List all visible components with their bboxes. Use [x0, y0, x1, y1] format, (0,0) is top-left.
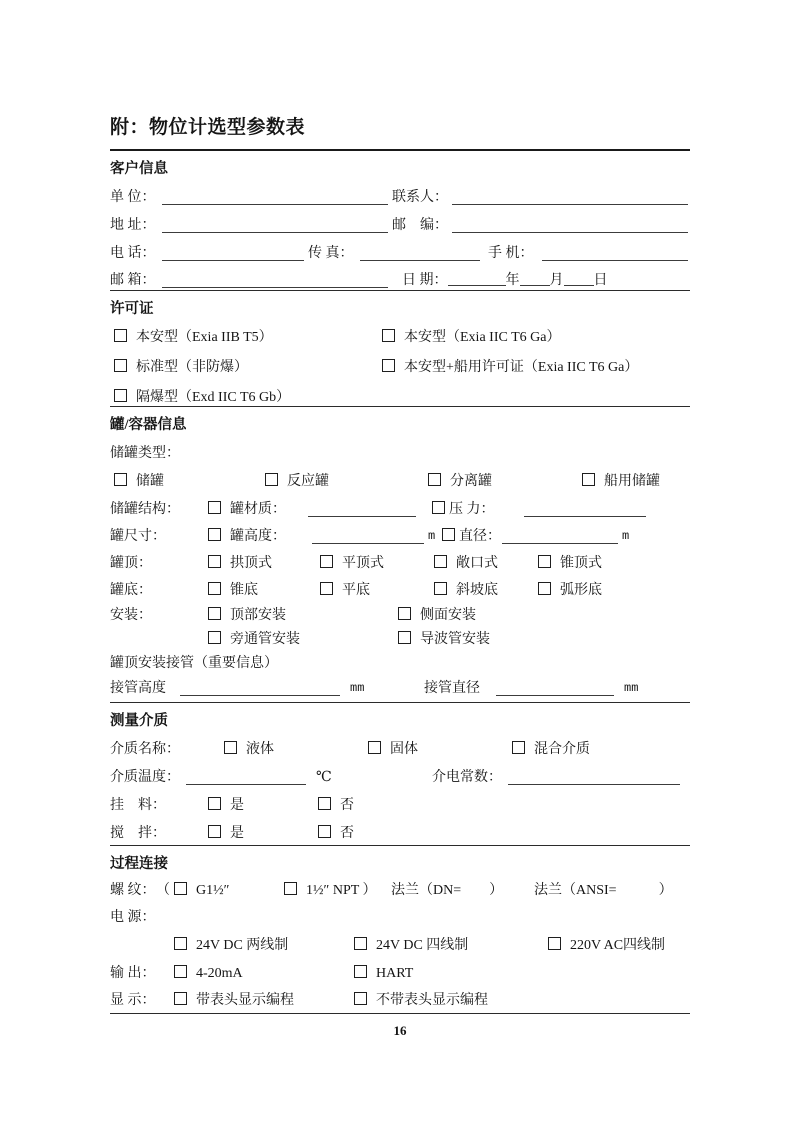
- date-label: 日 期：: [402, 273, 448, 288]
- medium-name2-label: 固体: [390, 742, 418, 757]
- power3-label: 220V AC四线制: [570, 938, 666, 953]
- medium-name1-label: 液体: [246, 742, 274, 757]
- medium-temp-blank[interactable]: [186, 766, 306, 785]
- checkbox-flat-roof[interactable]: [320, 555, 333, 568]
- tank-top-label: 罐顶：: [110, 556, 152, 571]
- checkbox-open-roof[interactable]: [434, 555, 447, 568]
- row-medium-temp: [110, 768, 692, 790]
- checkbox-220v-ac-4wire[interactable]: [548, 937, 561, 950]
- checkbox-tank-material[interactable]: [208, 501, 221, 514]
- install-label: 安装：: [110, 608, 152, 623]
- checkbox-buildup-no[interactable]: [318, 797, 331, 810]
- checkbox-4-20ma[interactable]: [174, 965, 187, 978]
- tank-material-label: 罐材质：: [230, 502, 286, 517]
- fax-blank-field[interactable]: [360, 242, 480, 261]
- checkbox-side-mount[interactable]: [398, 607, 411, 620]
- row-medium-name: [110, 740, 692, 762]
- checkbox-tank-diameter[interactable]: [442, 528, 455, 541]
- tank-diameter-label: 直径：: [459, 529, 501, 544]
- row-install-1: [110, 606, 692, 628]
- checkbox-liquid[interactable]: [224, 741, 237, 754]
- tank-bottom2-label: 平底: [342, 583, 370, 598]
- divider-medium: [110, 845, 690, 846]
- nozzle-height-unit: mm: [350, 681, 365, 695]
- checkbox-top-mount[interactable]: [208, 607, 221, 620]
- unit-label: 单 位：: [110, 190, 156, 205]
- checkbox-tank-height[interactable]: [208, 528, 221, 541]
- checkbox-standard-nonex[interactable]: [114, 359, 127, 372]
- tank-type-label: 储罐类型：: [110, 446, 180, 461]
- checkbox-tank-pressure[interactable]: [432, 501, 445, 514]
- nozzle-diameter-label: 接管直径: [424, 681, 480, 696]
- buildup-yes-label: 是: [230, 798, 244, 813]
- tank-height-blank[interactable]: [312, 525, 424, 544]
- nozzle-height-label: 接管高度: [110, 681, 166, 696]
- checkbox-flat-bottom[interactable]: [320, 582, 333, 595]
- checkbox-bypass-pipe-mount[interactable]: [208, 631, 221, 644]
- tank-bottom4-label: 弧形底: [560, 583, 602, 598]
- power2-label: 24V DC 四线制: [376, 938, 469, 953]
- thread-paren-open: （: [156, 883, 170, 898]
- tank-type1-label: 储罐: [136, 474, 164, 489]
- row-tank-bottom: [110, 581, 692, 603]
- output2-label: HART: [376, 966, 414, 981]
- stir-label: 搅 拌：: [110, 826, 166, 841]
- row-phone-fax-mobile: [110, 244, 692, 266]
- install1-label: 顶部安装: [230, 608, 286, 623]
- checkbox-exd-iic-t6-gb[interactable]: [114, 389, 127, 402]
- medium-name3-label: 混合介质: [534, 742, 590, 757]
- row-output: [110, 964, 692, 986]
- mobile-blank-field[interactable]: [542, 242, 688, 261]
- address-label: 地 址：: [110, 218, 156, 233]
- install3-label: 旁通管安装: [230, 632, 300, 647]
- checkbox-stilling-well-mount[interactable]: [398, 631, 411, 644]
- checkbox-buildup-yes[interactable]: [208, 797, 221, 810]
- row-power-options: [110, 936, 692, 958]
- page-number: 16: [393, 1023, 407, 1038]
- license-opt2-label: 本安型（Exia IIC T6 Ga）: [404, 330, 561, 345]
- date-day-blank[interactable]: [564, 271, 594, 286]
- email-blank-field[interactable]: [162, 269, 388, 288]
- divider-title: [110, 149, 690, 151]
- checkbox-stir-yes[interactable]: [208, 825, 221, 838]
- row-stir: [110, 824, 692, 846]
- tank-size-label: 罐尺寸：: [110, 529, 166, 544]
- flange-ansi-label: 法兰（ANSI= ）: [534, 883, 673, 898]
- display2-label: 不带表头显示编程: [376, 993, 488, 1008]
- row-tank-types: [110, 472, 692, 494]
- section-process-heading: 过程连接: [110, 856, 168, 872]
- tank-top3-label: 敞口式: [456, 556, 498, 571]
- row-install-2: [110, 630, 692, 652]
- tank-diameter-blank[interactable]: [502, 525, 618, 544]
- date-group: [402, 271, 608, 290]
- address-blank-field[interactable]: [162, 214, 388, 233]
- row-nozzle: [110, 679, 692, 701]
- tank-structure-label: 储罐结构：: [110, 502, 180, 517]
- flange-dn-label: 法兰（DN= ）: [391, 883, 504, 898]
- checkbox-24v-dc-4wire[interactable]: [354, 937, 367, 950]
- checkbox-reactor-tank[interactable]: [265, 473, 278, 486]
- nozzle-diameter-blank[interactable]: [496, 677, 614, 696]
- email-label: 邮 箱：: [110, 273, 156, 288]
- tank-diameter-unit: m: [622, 529, 630, 543]
- tank-pressure-blank[interactable]: [524, 498, 646, 517]
- row-unit-contact: [110, 188, 692, 210]
- row-license-1: [110, 328, 692, 350]
- output-label: 输 出：: [110, 966, 156, 981]
- phone-label: 电 话：: [110, 246, 156, 261]
- checkbox-exia-iib-t5[interactable]: [114, 329, 127, 342]
- thread1-label: G1½″: [196, 883, 230, 898]
- medium-temp-label: 介质温度：: [110, 770, 180, 785]
- license-opt3-label: 标准型（非防爆）: [136, 360, 248, 375]
- license-opt4-label: 本安型+船用许可证（Exia IIC T6 Ga）: [404, 360, 639, 375]
- checkbox-solid[interactable]: [368, 741, 381, 754]
- checkbox-mixed-medium[interactable]: [512, 741, 525, 754]
- day-label: 日: [593, 273, 608, 288]
- power-label: 电 源：: [110, 910, 156, 925]
- install2-label: 侧面安装: [420, 608, 476, 623]
- tank-type4-label: 船用储罐: [604, 474, 660, 489]
- checkbox-storage-tank[interactable]: [114, 473, 127, 486]
- checkbox-hart[interactable]: [354, 965, 367, 978]
- row-thread: [110, 881, 692, 903]
- stir-yes-label: 是: [230, 826, 244, 841]
- output1-label: 4-20mA: [196, 966, 243, 981]
- checkbox-cone-roof[interactable]: [538, 555, 551, 568]
- tank-material-blank[interactable]: [308, 498, 416, 517]
- section-license-heading: 许可证: [110, 301, 154, 317]
- checkbox-cone-bottom[interactable]: [208, 582, 221, 595]
- fax-label: 传 真：: [308, 246, 354, 261]
- checkbox-thread-npt[interactable]: [284, 882, 297, 895]
- tank-bottom3-label: 斜坡底: [456, 583, 498, 598]
- tank-type2-label: 反应罐: [287, 474, 329, 489]
- buildup-label: 挂 料：: [110, 798, 166, 813]
- checkbox-display-with-meter[interactable]: [174, 992, 187, 1005]
- section-medium-heading: 测量介质: [110, 713, 168, 729]
- tank-top1-label: 拱顶式: [230, 556, 272, 571]
- nozzle-height-blank[interactable]: [180, 677, 340, 696]
- nozzle-note-label: 罐顶安装接管（重要信息）: [110, 656, 278, 671]
- tank-bottom-label: 罐底：: [110, 583, 152, 598]
- tank-height-unit: m: [428, 529, 436, 543]
- divider-tank: [110, 702, 690, 703]
- stir-no-label: 否: [340, 826, 354, 841]
- checkbox-dish-bottom[interactable]: [538, 582, 551, 595]
- medium-temp-unit: ℃: [316, 770, 332, 785]
- row-address-postal: [110, 216, 692, 238]
- date-month-blank[interactable]: [520, 271, 550, 286]
- postal-label: 邮 编：: [392, 218, 448, 233]
- checkbox-marine-tank[interactable]: [582, 473, 595, 486]
- row-tank-structure: [110, 500, 692, 522]
- thread-label: 螺 纹：: [110, 883, 156, 898]
- install4-label: 导波管安装: [420, 632, 490, 647]
- dielectric-blank[interactable]: [508, 766, 680, 785]
- date-year-blank[interactable]: [448, 271, 506, 286]
- row-tank-size: [110, 527, 692, 549]
- row-tank-top: [110, 554, 692, 576]
- contact-label: 联系人：: [392, 190, 448, 205]
- tank-top4-label: 锥顶式: [560, 556, 602, 571]
- thread2-label: 1½″ NPT ）: [306, 883, 377, 898]
- dielectric-label: 介电常数：: [432, 770, 502, 785]
- tank-top2-label: 平顶式: [342, 556, 384, 571]
- checkbox-dome-roof[interactable]: [208, 555, 221, 568]
- section-customer-heading: 客户信息: [110, 161, 168, 177]
- row-buildup: [110, 796, 692, 818]
- medium-name-label: 介质名称：: [110, 742, 180, 757]
- checkbox-slope-bottom[interactable]: [434, 582, 447, 595]
- tank-pressure-label: 压 力：: [449, 502, 495, 517]
- tank-height-label: 罐高度：: [230, 529, 286, 544]
- tank-bottom1-label: 锥底: [230, 583, 258, 598]
- postal-blank-field[interactable]: [452, 214, 688, 233]
- month-label: 月: [549, 273, 564, 288]
- row-license-2: [110, 358, 692, 380]
- divider-license: [110, 406, 690, 407]
- mobile-label: 手 机：: [488, 246, 534, 261]
- checkbox-24v-dc-2wire[interactable]: [174, 937, 187, 950]
- divider-process: [110, 1013, 690, 1014]
- buildup-no-label: 否: [340, 798, 354, 813]
- checkbox-marine-license[interactable]: [382, 359, 395, 372]
- checkbox-exia-iic-t6-ga[interactable]: [382, 329, 395, 342]
- year-label: 年: [505, 273, 520, 288]
- license-opt1-label: 本安型（Exia IIB T5）: [136, 330, 273, 345]
- tank-type3-label: 分离罐: [450, 474, 492, 489]
- checkbox-thread-g15[interactable]: [174, 882, 187, 895]
- section-tank-heading: 罐/容器信息: [110, 417, 187, 433]
- checkbox-stir-no[interactable]: [318, 825, 331, 838]
- checkbox-display-without-meter[interactable]: [354, 992, 367, 1005]
- nozzle-diameter-unit: mm: [624, 681, 639, 695]
- phone-blank-field[interactable]: [162, 242, 304, 261]
- license-opt5-label: 隔爆型（Exd IIC T6 Gb）: [136, 390, 291, 405]
- power1-label: 24V DC 两线制: [196, 938, 289, 953]
- checkbox-separator-tank[interactable]: [428, 473, 441, 486]
- row-display: [110, 991, 692, 1013]
- divider-customer: [110, 290, 690, 291]
- page-title: 附：物位计选型参数表: [110, 117, 306, 138]
- display-label: 显 示：: [110, 993, 156, 1008]
- display1-label: 带表头显示编程: [196, 993, 294, 1008]
- unit-blank-field[interactable]: [162, 186, 388, 205]
- contact-blank-field[interactable]: [452, 186, 688, 205]
